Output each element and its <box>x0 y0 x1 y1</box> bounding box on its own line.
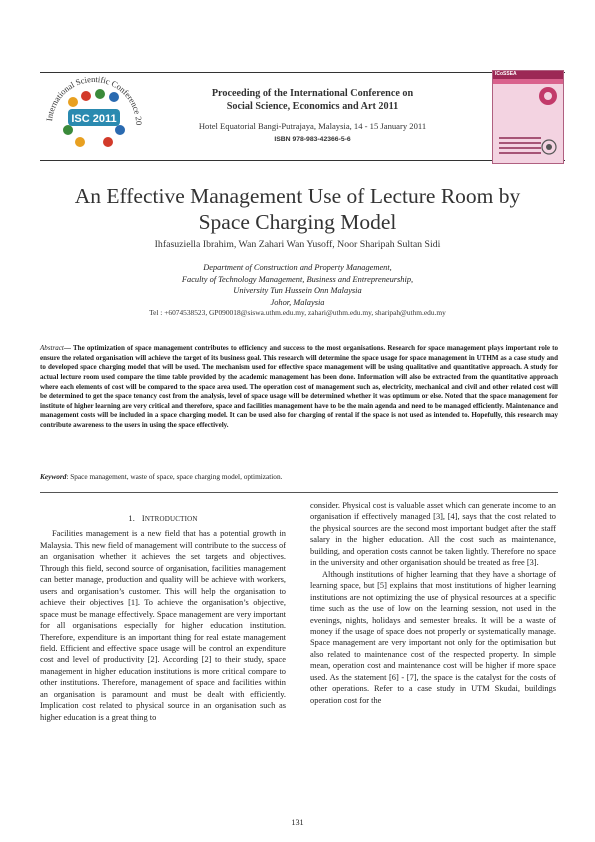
abstract <box>40 344 558 431</box>
keywords-label: Keyword <box>40 472 67 481</box>
paper-title-line2: Space Charging Model <box>198 210 397 234</box>
keywords-divider <box>40 492 558 493</box>
keywords <box>40 472 558 481</box>
section-heading: 1. INTRODUCTION <box>128 514 198 523</box>
paper-title <box>20 183 575 235</box>
logo-text: ISC 2011 <box>71 113 117 125</box>
abstract-text: — The optimization of space management contributes to efficiency and success to the most organisations. Research for space management plays important role to ensure the related organisation will achieve the target of its business goal. This research will determine the space usage for space management in UTHM as a case study and to developed space charging model that will be used. The mechanism used for effective space management will be using qualitative and quantitative approach. A study for actual lecture room used compare the time table provided by the academic management has been done. Information will also be extracted from the quantitative approach where each elements of cost will be compared to the space area used. The operation cost of management such as, electricity, mechanical and civil and other related cost will be determined to get the space tenancy cost from the analysis, level of space usage will be determined whether it was optimum or else. Noted that the space management for institute of higher learning are very critical and therefore, space and facilities management have to be the main agenda and need to be managed efficiently. Maintenance and management costs will be included in a space charging model. It can be used also for charging of rental if the space is not used as intended to. Hopefully, this research may contribute awareness to the users in using the space effectively. <box>40 344 558 429</box>
abstract-label: Abstract <box>40 344 64 352</box>
affiliation-line: Johor, Malaysia <box>270 297 325 307</box>
conference-location: Hotel Equatorial Bangi-Putrajaya, Malaysia, 14 - 15 January 2011 <box>198 121 427 131</box>
left-column <box>40 502 286 723</box>
intro-paragraph-continued: consider. Physical cost is valuable asset which can generate income to an organisation if effectively managed [3], [4], says that the cost related to the physical sources are the second most important budget after the staff salary in the higher education. All the cost such as maintenance, building, and operation costs cannot be taken lightly. Therefore no space in the university and other organisation should be treated as free [3]. <box>310 501 556 568</box>
proceeding-title-line2: Social Science, Economics and Art 2011 <box>226 101 399 112</box>
right-column <box>310 500 556 706</box>
proceeding-title <box>165 87 460 113</box>
contact-line: Tel : +6074538523, GP090018@siswa.uthm.edu.my, zahari@uthm.edu.my, sharipah@uthm.edu.my <box>149 308 446 317</box>
logo-ring-text: International Scientific Conference 20 <box>44 73 145 126</box>
header-bottom-rule <box>40 160 565 161</box>
isbn: ISBN 978-983-42366-5-6 <box>274 136 351 143</box>
affiliation-line: University Tun Hussein Onn Malaysia <box>233 286 362 295</box>
intro-paragraph: Although institutions of higher learning that they have a shortage of learning space, but [5] explains that most institutions of higher learning institutions are not optimizing the use of physical resources at a specific time such as the use of low on the learning session, not used in the evenings, nights, holidays and semester breaks. It will be a waste of money if the usage of space does not properly or systematically manage. Space management are very important not only for the optimisation but also related to maintenance cost of the respected property. In simple mean, operation cost and maintenance cost will be higher if more space used. As the statement [6] - [7], the space is the catalyst for the costs of other operations. Refer to a case study in UTM Skudai, buildings operation cost for the <box>310 569 556 705</box>
conference-logo <box>30 72 158 160</box>
affiliation-line: Faculty of Technology Management, Business and Entrepreneurship, <box>181 274 414 284</box>
affiliation-line: Department of Construction and Property Management, <box>203 263 392 272</box>
affiliation <box>100 262 495 308</box>
paper-title-line1: An Effective Management Use of Lecture Room by <box>74 184 521 208</box>
proceedings-cover-thumbnail <box>492 70 564 164</box>
cover-emblem-icon <box>537 85 559 107</box>
page-number: 131 <box>291 818 304 827</box>
proceeding-title-line1: Proceeding of the International Conference on <box>211 88 414 99</box>
university-crest-icon <box>541 139 557 155</box>
cover-tag: ICoSSEA <box>495 71 517 77</box>
authors: Ihfasuziella Ibrahim, Wan Zahari Wan Yusoff, Noor Sharipah Sultan Sidi <box>154 239 441 250</box>
intro-paragraph: Facilities management is a new field that has a potential growth in Malaysia. This new field of management will contribute to the success of an organisation whether it achieves the set targets and objectives. Through this field, second source of organisation, facilities management can better manage, production and quality will be achieve with workers, users and organisation’s customer. This will help the organisation to achieve their objectives [1]. To achieve the organisation’s objective, space must be manage effectively. Space management are very important for all organisations especially for higher education institution. Therefore, expenditure is an important thing for real estate management field. Efficient and effective space usage will be control an expenditure cost and level of productivity [2]. According [2] to their study, space management in higher education institutions is more critical compare to other institutions. Therefore, management of space and facilities within an organisation is paramount and must be dealt with efficiently. Implication cost related to physical source in an organisation such as higher education is a great thing to <box>40 529 286 722</box>
keywords-text: : Space management, waste of space, space charging model, optimization. <box>66 472 283 481</box>
